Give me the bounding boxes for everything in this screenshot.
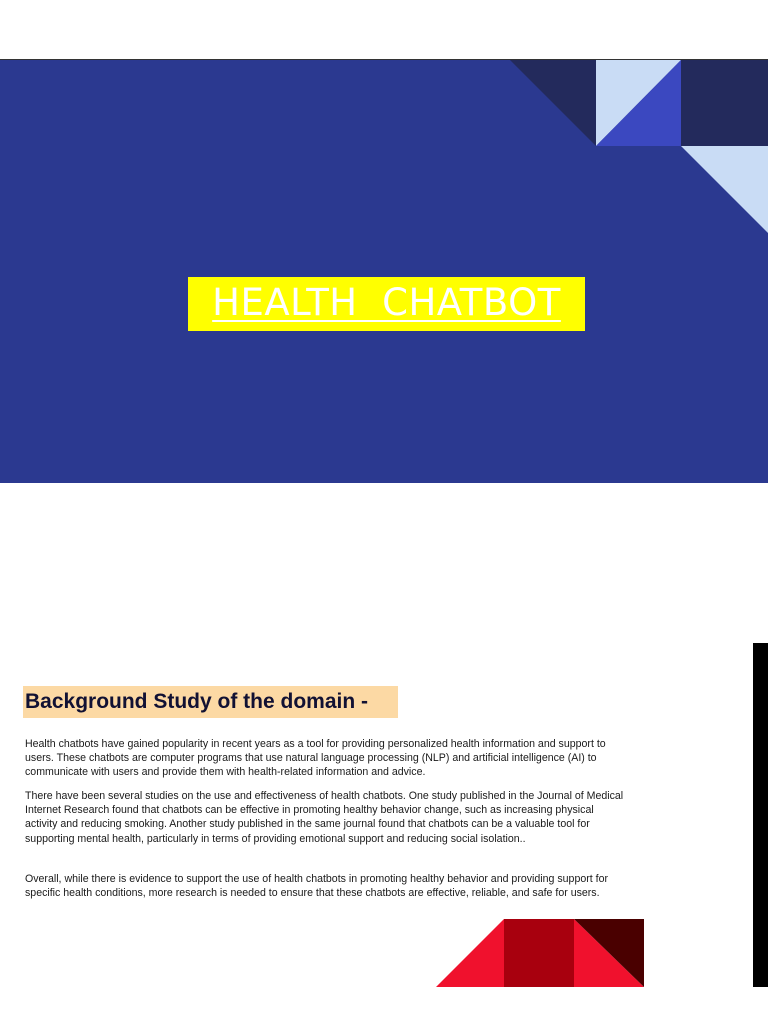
background-study-slide	[0, 640, 768, 1024]
deco-crimson-square	[504, 919, 574, 987]
slide-bottom-decoration	[436, 919, 644, 987]
slide-edge-bar	[753, 643, 768, 987]
title-highlight	[188, 277, 585, 331]
paragraph-conclusion: Overall, while there is evidence to support the use of health chatbots in promoting healthy behavior and providing support for specific health conditions, more research is needed to ensure that these chatbots are effective, reliable, and safe for users.	[25, 873, 609, 900]
slide-heading: Background Study of the domain -	[25, 690, 369, 713]
title-slide	[0, 60, 768, 483]
paragraph-studies: There have been several studies on the use and effectiveness of health chatbots. One study published in the Journal of Medical Internet Research found that chatbots can be effective in promoting healthy behavior change, such as increasing physical activity and reducing smoking. Another study published in the same journal found that chatbots can be a valuable tool for supporting mental health, particularly in terms of providing emotional support and reducing social isolation..	[25, 790, 624, 845]
paragraph-intro: Health chatbots have gained popularity in recent years as a tool for providing personalized health information and support to users. These chatbots are computer programs that use natural language processing (NLP) and artificial intelligence (AI) to communicate with users and provide them with health-related information and advice.	[25, 738, 606, 779]
deco-dark-square	[681, 60, 768, 146]
heading-highlight	[23, 686, 398, 718]
deco-dark-triangle	[510, 60, 596, 146]
deco-light-wedge	[681, 146, 768, 233]
slide-corner-decoration	[0, 60, 768, 483]
deco-red-triangle	[436, 919, 504, 987]
slide-title: HEALTH CHATBOT	[212, 281, 561, 324]
